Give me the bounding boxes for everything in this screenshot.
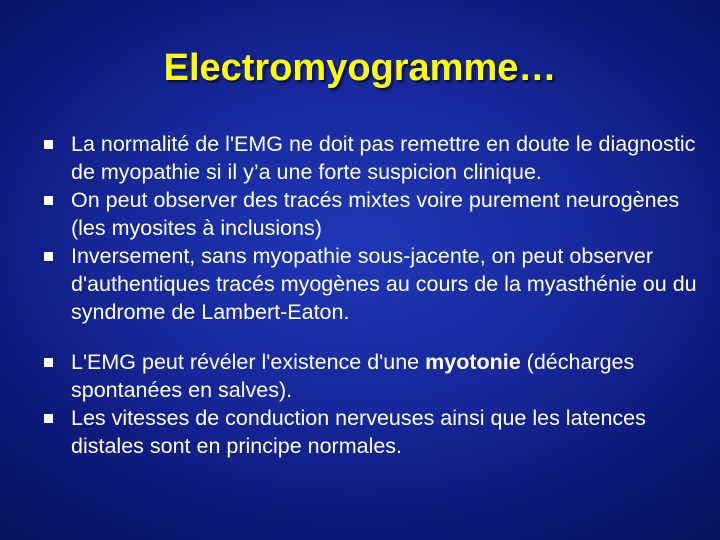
- bullet-text: Les vitesses de conduction nerveuses ainsi que les latences distales sont en principe normales.: [71, 406, 646, 458]
- bullet-text-end: (décharges spontanées en salves).: [71, 350, 635, 402]
- bullet-text-start: L'EMG peut révéler l'existence d'une: [71, 350, 426, 374]
- bullet-item: [44, 130, 704, 186]
- square-bullet-icon: [44, 196, 53, 205]
- slide-title: Electromyogramme…: [163, 47, 557, 89]
- square-bullet-icon: [44, 358, 53, 367]
- square-bullet-icon: [44, 252, 53, 261]
- bullet-item: [44, 404, 704, 460]
- bullet-text: Inversement, sans myopathie sous-jacente, on peut observer d'authentiques tracés myogènes au cours de la myasthénie ou du syndrome de Lambert-Eaton.: [71, 244, 697, 324]
- bullet-item: [44, 348, 704, 404]
- bullet-item: [44, 242, 704, 326]
- square-bullet-icon: [44, 140, 53, 149]
- bullet-item: [44, 186, 704, 242]
- square-bullet-icon: [44, 414, 53, 423]
- bullet-list: [44, 130, 704, 460]
- bullet-text: La normalité de l'EMG ne doit pas remettre en doute le diagnostic de myopathie si il y’a une forte suspicion clinique.: [71, 132, 696, 184]
- bullet-text-bold-term: myotonie: [425, 350, 521, 374]
- bullet-text: On peut observer des tracés mixtes voire purement neurogènes (les myosites à inclusions): [71, 188, 680, 240]
